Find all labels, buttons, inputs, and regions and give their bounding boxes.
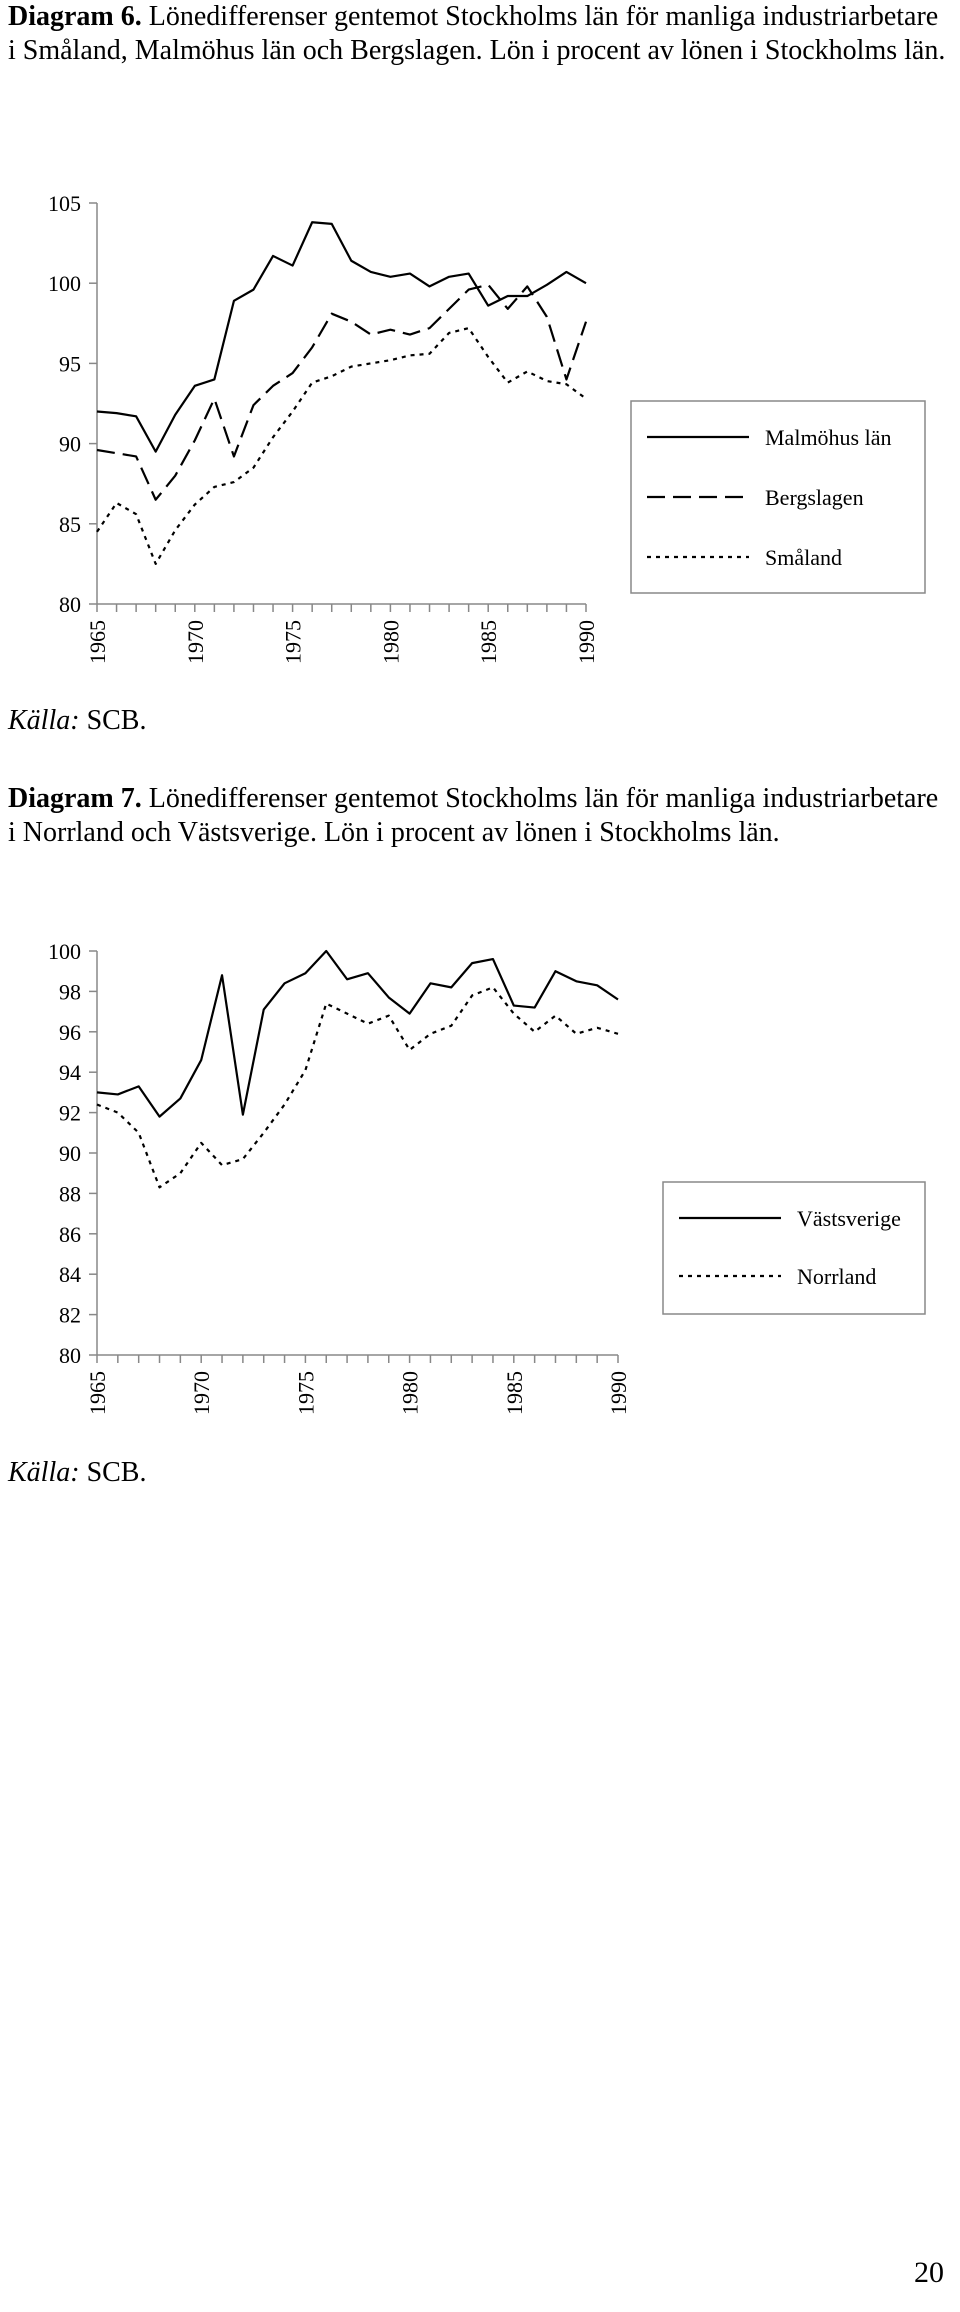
diagram7-y-tick-label: 88 [59, 1181, 81, 1207]
diagram6-x-tick-label: 1970 [182, 620, 208, 664]
diagram7-label: Diagram 7. [8, 783, 142, 814]
diagram6-legend-label: Bergslagen [765, 485, 864, 510]
diagram7-y-tick-label: 84 [59, 1262, 81, 1288]
diagram6-y-tick-label: 80 [59, 592, 81, 617]
diagram7-x-tick-label: 1970 [189, 1371, 215, 1415]
diagram7-x-tick-label: 1985 [501, 1371, 527, 1415]
diagram7-legend [663, 1182, 925, 1314]
diagram7-series-line-2 [97, 987, 618, 1187]
diagram6-label: Diagram 6. [8, 1, 142, 32]
diagram6-x-tick-label: 1965 [85, 620, 110, 664]
diagram6-y-tick-label: 85 [59, 511, 81, 537]
diagram6-y-tick-label: 95 [59, 351, 81, 377]
diagram7-y-tick-label: 82 [59, 1302, 81, 1328]
diagram6-y-tick-label: 105 [48, 191, 81, 216]
diagram7-series-line-1 [97, 951, 618, 1117]
diagram7-source-label: Källa: [8, 1457, 80, 1488]
diagram6-legend-label: Malmöhus län [765, 425, 892, 450]
diagram7-legend-label: Västsverige [797, 1206, 901, 1231]
diagram7-y-tick-label: 90 [59, 1141, 81, 1166]
diagram6-y-tick-label: 90 [59, 431, 81, 457]
diagram7-source [8, 1456, 147, 1490]
diagram7-y-tick-label: 80 [59, 1343, 81, 1368]
diagram6-x-tick-label: 1985 [476, 620, 502, 664]
diagram7-x-tick-label: 1990 [606, 1371, 631, 1415]
diagram7-x-tick-label: 1980 [397, 1371, 423, 1415]
diagram6-x-tick-label: 1990 [574, 620, 599, 664]
diagram7-y-tick-label: 94 [59, 1060, 81, 1086]
diagram7-x-tick-label: 1975 [293, 1371, 319, 1415]
diagram6-y-tick-label: 100 [48, 271, 81, 297]
page-number: 20 [914, 2256, 944, 2289]
diagram6-source-text: SCB. [79, 705, 147, 736]
diagram7-source-text: SCB. [79, 1457, 147, 1488]
diagram7-y-tick-label: 86 [59, 1221, 81, 1247]
diagram7-y-tick-label: 98 [59, 979, 81, 1005]
diagram6-text: Lönedifferenser gentemot Stockholms län för manliga industriarbetare i Småland, Malmöhus län och Bergslagen. Lön i procent av lönen i Stockholms län. [8, 1, 946, 66]
diagram7-legend-label: Norrland [797, 1264, 877, 1289]
diagram7-x-tick-label: 1965 [85, 1371, 110, 1415]
diagram7-y-tick-label: 96 [59, 1019, 81, 1045]
diagram7-y-tick-label: 92 [59, 1100, 81, 1126]
diagram7-text: Lönedifferenser gentemot Stockholms län för manliga industriarbetare i Norrland och Västsverige. Lön i procent av lönen i Stockholms län. [8, 783, 939, 848]
diagram6-x-tick-label: 1980 [378, 620, 404, 664]
diagram6-x-tick-label: 1975 [280, 620, 306, 664]
diagram6-source-label: Källa: [8, 705, 80, 736]
diagram6-legend-label: Småland [765, 545, 842, 570]
diagram7-y-tick-label: 100 [48, 939, 81, 964]
